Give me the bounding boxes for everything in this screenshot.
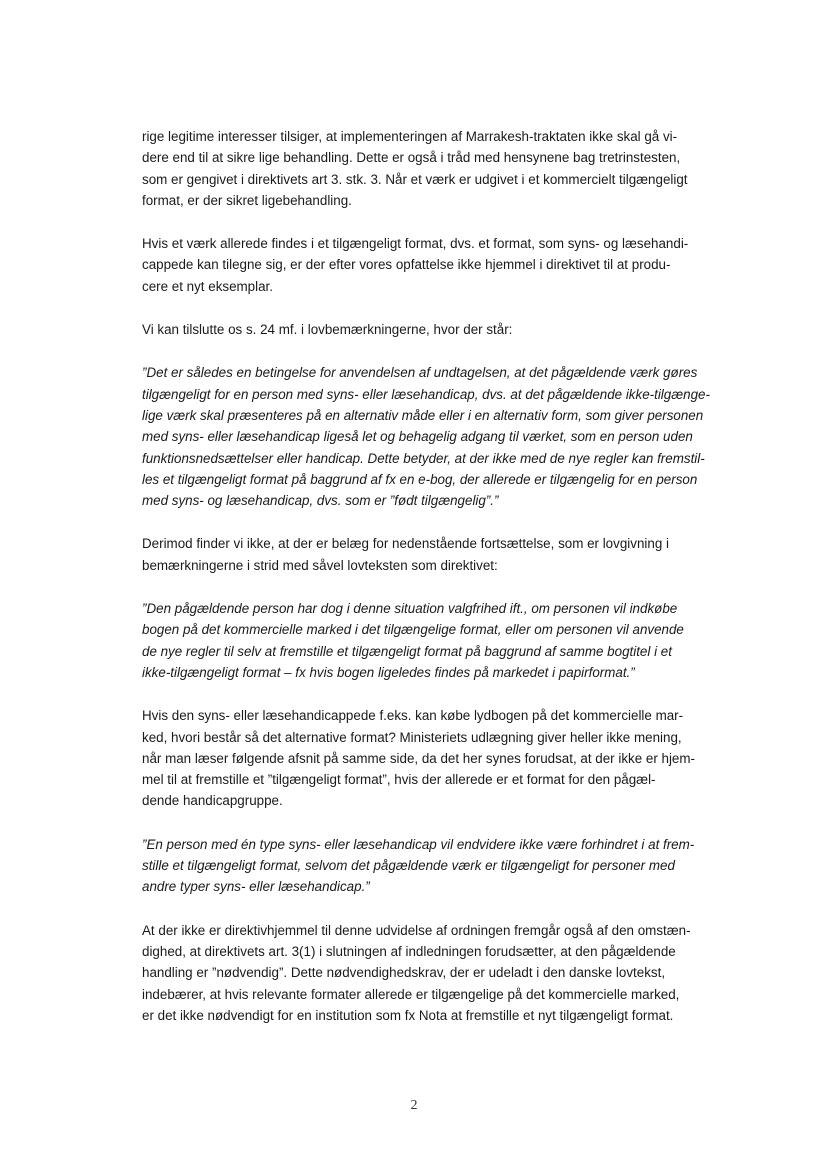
text-line: dende handicapgruppe. <box>142 793 283 809</box>
text-line: med syns- og læsehandicap, dvs. som er ”født tilgængelig”.” <box>142 493 499 509</box>
text-line: Hvis den syns- eller læsehandicappede f.eks. kan købe lydbogen på det kommercielle mar- <box>142 708 684 724</box>
quote-block-3 <box>142 834 698 898</box>
text-line: mel til at fremstille et ”tilgængeligt format”, hvis der allerede er et format for den pågæl- <box>142 772 656 788</box>
text-line: bemærkningerne i strid med såvel lovteksten som direktivet: <box>142 557 498 573</box>
page-number: 2 <box>410 1098 418 1113</box>
paragraph-5 <box>142 705 698 811</box>
text-line: dere end til at sikre lige behandling. Dette er også i tråd med hensynene bag tretrinstesten, <box>142 150 681 166</box>
text-line: stille et tilgængeligt format, selvom det pågældende værk er tilgængeligt for personer med <box>142 858 675 874</box>
text-line: de nye regler til selv at fremstille et tilgængeligt format på baggrund af samme bogtitel i et <box>142 643 672 659</box>
text-line: med syns- eller læsehandicap ligeså let og behagelig adgang til værket, som en person uden <box>142 429 693 445</box>
paragraph-3 <box>142 319 698 340</box>
text-line: ikke-tilgængeligt format – fx hvis bogen ligeledes findes på markedet i papirformat.” <box>142 664 635 680</box>
text-line: når man læser følgende afsnit på samme side, da det her synes forudsat, at der ikke er hjem- <box>142 750 695 766</box>
text-line: cere et nyt eksemplar. <box>142 278 273 294</box>
text-line: les et tilgængeligt format på baggrund af fx en e-bog, der allerede er tilgængelig for en person <box>142 471 698 487</box>
text-line: bogen på det kommercielle marked i det tilgængelige format, eller om personen vil anvende <box>142 622 684 638</box>
text-line: format, er der sikret ligebehandling. <box>142 192 352 208</box>
quote-block-2 <box>142 598 698 683</box>
paragraph-1 <box>142 126 698 211</box>
text-line: tilgængeligt for en person med syns- eller læsehandicap, dvs. at det pågældende ikke-tilgænge- <box>142 386 710 402</box>
text-line: som er gengivet i direktivets art 3. stk. 3. Når et værk er udgivet i et kommercielt tilgængeligt <box>142 171 688 187</box>
text-line: ”Det er således en betingelse for anvendelsen af undtagelsen, at det pågældende værk gøres <box>142 365 698 381</box>
text-line: funktionsnedsættelser eller handicap. Dette betyder, at der ikke med de nye regler kan fremstil- <box>142 450 705 466</box>
text-line: lige værk skal præsenteres på en alternativ måde eller i en alternativ form, som giver personen <box>142 407 704 423</box>
paragraph-2 <box>142 233 698 297</box>
paragraph-6 <box>142 920 698 1026</box>
text-line: Derimod finder vi ikke, at der er belæg for nedenstående fortsættelse, som er lovgivning i <box>142 536 669 552</box>
document-body <box>142 126 710 1048</box>
text-line: Hvis et værk allerede findes i et tilgængeligt format, dvs. et format, som syns- og læsehandi- <box>142 236 689 252</box>
text-line: ”En person med én type syns- eller læsehandicap vil endvidere ikke være forhindret i at frem- <box>142 836 695 852</box>
text-line: At der ikke er direktivhjemmel til denne udvidelse af ordningen fremgår også af den omstæn- <box>142 922 691 938</box>
quote-block-1 <box>142 362 710 511</box>
text-line: ”Den pågældende person har dog i denne situation valgfrihed ift., om personen vil indkøbe <box>142 601 678 617</box>
text-line: dighed, at direktivets art. 3(1) i slutningen af indledningen forudsætter, at den pågældende <box>142 943 676 959</box>
paragraph-4 <box>142 533 698 576</box>
text-line: andre typer syns- eller læsehandicap.” <box>142 879 370 895</box>
text-line: handling er ”nødvendig”. Dette nødvendighedskrav, der er udeladt i den danske lovtekst, <box>142 965 666 981</box>
text-line: ked, hvori består så det alternative format? Ministeriets udlægning giver heller ikke mening, <box>142 729 682 745</box>
text-line: indebærer, at hvis relevante formater allerede er tilgængelige på det kommercielle marked, <box>142 986 680 1002</box>
text-line: Vi kan tilslutte os s. 24 mf. i lovbemærkningerne, hvor der står: <box>142 322 513 338</box>
text-line: rige legitime interesser tilsiger, at implementeringen af Marrakesh-traktaten ikke skal gå vi- <box>142 129 678 144</box>
text-line: er det ikke nødvendigt for en institution som fx Nota at fremstille et nyt tilgængeligt format. <box>142 1007 674 1023</box>
text-line: cappede kan tilegne sig, er der efter vores opfattelse ikke hjemmel i direktivet til at produ- <box>142 257 671 273</box>
